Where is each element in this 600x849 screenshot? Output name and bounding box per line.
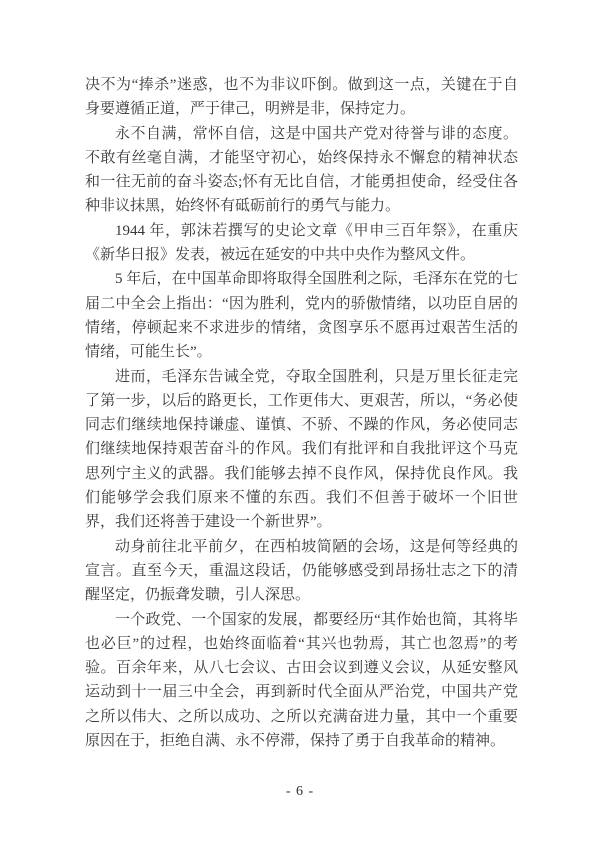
paragraph: 进而，毛泽东告诫全党，夺取全国胜利，只是万里长征走完了第一步，以后的路更长，工作更伟大、更艰苦，所以，“务必使同志们继续地保持谦虚、谨慎、不骄、不躁的作风，务必使同志们继续地保持艰苦奋斗的作风。我们有批评和自我批评这个马克思列宁主义的武器。我们能够去掉不良作风，保持优良作风。我们能够学会我们原来不懂的东西。我们不但善于破坏一个旧世界，我们还将善于建设一个新世界”。 xyxy=(85,368,518,531)
paragraph: 永不自满，常怀自信，这是中国共产党对待誉与诽的态度。不敢有丝毫自满，才能坚守初心，始终保持永不懈怠的精神状态和一往无前的奋斗姿态;怀有无比自信，才能勇担使命，经受住各种非议抹黑，始终怀有砥砺前行的勇气与能力。 xyxy=(85,125,518,215)
page-number: - 6 - xyxy=(285,784,315,799)
paragraph: 5 年后，在中国革命即将取得全国胜利之际，毛泽东在党的七届二中全会上指出：“因为胜利，党内的骄傲情绪，以功臣自居的情绪，停顿起来不求进步的情绪，贪图享乐不愿再过艰苦生活的情绪，可能生长”。 xyxy=(85,271,518,361)
paragraph: 决不为“捧杀”迷惑，也不为非议吓倒。做到这一点，关键在于自身要遵循正道，严于律己，明辨是非，保持定力。 xyxy=(85,77,518,118)
paragraph: 一个政党、一个国家的发展，都要经历“其作始也简，其将毕也必巨”的过程，也始终面临着“其兴也勃焉，其亡也忽焉”的考验。百余年来，从八七会议、古田会议到遵义会议，从延安整风运动到十一届三中全会，再到新时代全面从严治党，中国共产党之所以伟大、之所以成功、之所以充满奋进力量，其中一个重要原因在于，拒绝自满、永不停滞，保持了勇于自我革命的精神。 xyxy=(85,611,518,750)
paragraph: 1944 年，郭沫若撰写的史论文章《甲申三百年祭》，在重庆《新华日报》发表，被远在延安的中共中央作为整风文件。 xyxy=(85,222,518,264)
paragraph: 动身前往北平前夕，在西柏坡简陋的会场，这是何等经典的宣言。直至今天，重温这段话，仍能够感受到昂扬壮志之下的清醒坚定，仍振聋发聩，引人深思。 xyxy=(85,538,518,604)
text-block xyxy=(85,73,518,753)
